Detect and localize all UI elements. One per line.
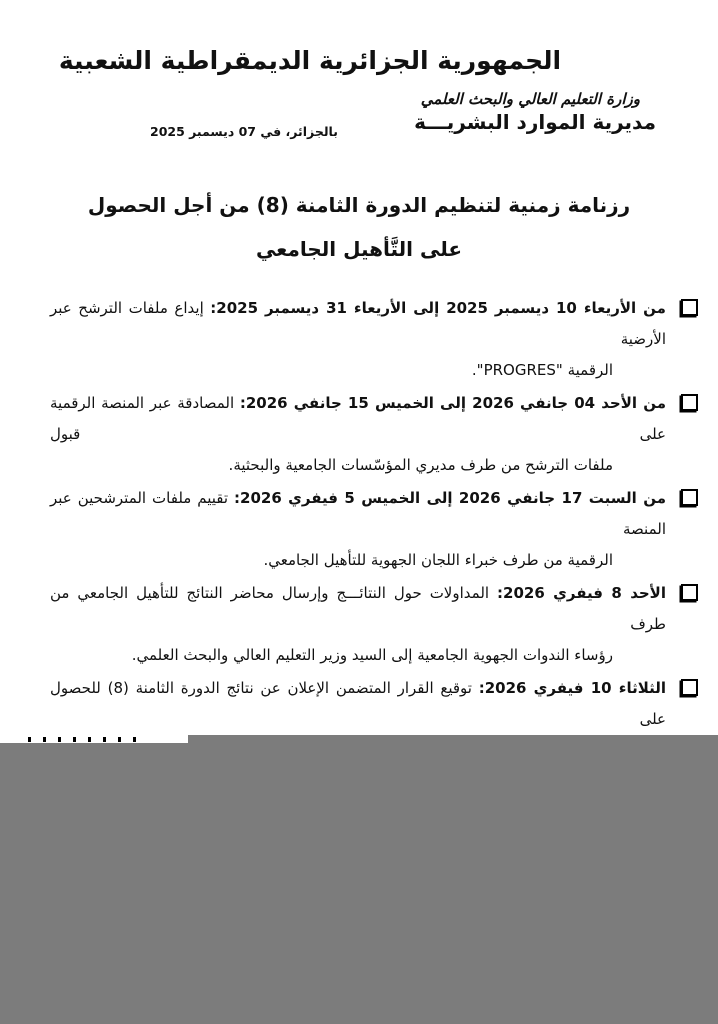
checkbox-bullet-icon [681, 584, 698, 601]
date-range: الثلاثاء 10 فيفري 2026: [478, 679, 666, 697]
document-title [0, 183, 718, 271]
schedule-item-text: المصادقة عبر المنصة الرقمية على قبول [50, 394, 666, 443]
schedule-item-line1 [50, 483, 666, 545]
date-range: من السبت 17 جانفي 2026 إلى الخميس 5 فيفري 2026: [234, 489, 667, 507]
place-date-line: بالجزائر، في 07 ديسمبر 2025 [150, 124, 338, 139]
checkbox-bullet-icon [681, 394, 698, 411]
schedule-item [50, 293, 698, 386]
directorate-line: مديرية الموارد البشريـــة [414, 110, 656, 134]
gray-overlay [0, 743, 718, 1024]
schedule-item-text: المداولات حول النتائـــج وإرسال محاضر النتائج للتأهيل الجامعي من طرف [50, 584, 666, 633]
schedule-item [50, 388, 698, 481]
schedule-item-line1 [50, 673, 666, 735]
checkbox-bullet-icon [681, 299, 698, 316]
schedule-item-line2: ملفات الترشح من طرف مديري المؤسّسات الجامعية والبحثية. [228, 456, 613, 474]
schedule-item-text: إيداع ملفات الترشح عبر الأرضية [50, 299, 666, 348]
schedule-item-line2: الرقمية "PROGRES". [471, 361, 613, 379]
schedule-item [50, 483, 698, 576]
document-title-line2: على التَّأهيل الجامعي [255, 237, 463, 261]
ministry-line: وزارة التعليم العالي والبحث العلمي [420, 90, 640, 108]
checkbox-bullet-icon [681, 489, 698, 506]
schedule-item-text: توقيع القرار المتضمن الإعلان عن نتائج الدورة الثامنة (8) للحصول على [50, 679, 666, 728]
schedule-item [50, 578, 698, 671]
date-range: الأحد 8 فيفري 2026: [497, 584, 666, 602]
schedule-item-line2: رؤساء الندوات الجهوية الجامعية إلى السيد وزير التعليم العالي والبحث العلمي. [131, 646, 613, 664]
schedule-item-text: تقييم ملفات المترشحين عبر المنصة [50, 489, 666, 538]
schedule-item-line1 [50, 293, 666, 355]
checkbox-bullet-icon [681, 679, 698, 696]
schedule-item-line1 [50, 578, 666, 640]
schedule-item-line2: الرقمية من طرف خبراء اللجان الجهوية للتأهيل الجامعي. [263, 551, 613, 569]
document-title-line1: رزنامة زمنية لتنظيم الدورة الثامنة (8) من أجل الحصول [87, 193, 631, 217]
obscured-text-fragment [28, 737, 140, 742]
schedule-item-line1 [50, 388, 666, 450]
date-range: من الأريعاء 10 ديسمبر 2025 إلى الأريعاء 31 ديسمبر 2025: [210, 299, 666, 317]
date-range: من الأحد 04 جانفي 2026 إلى الخميس 15 جانفي 2026: [239, 394, 666, 412]
republic-title: الجمهورية الجزائرية الديمقراطية الشعبية [58, 46, 562, 75]
